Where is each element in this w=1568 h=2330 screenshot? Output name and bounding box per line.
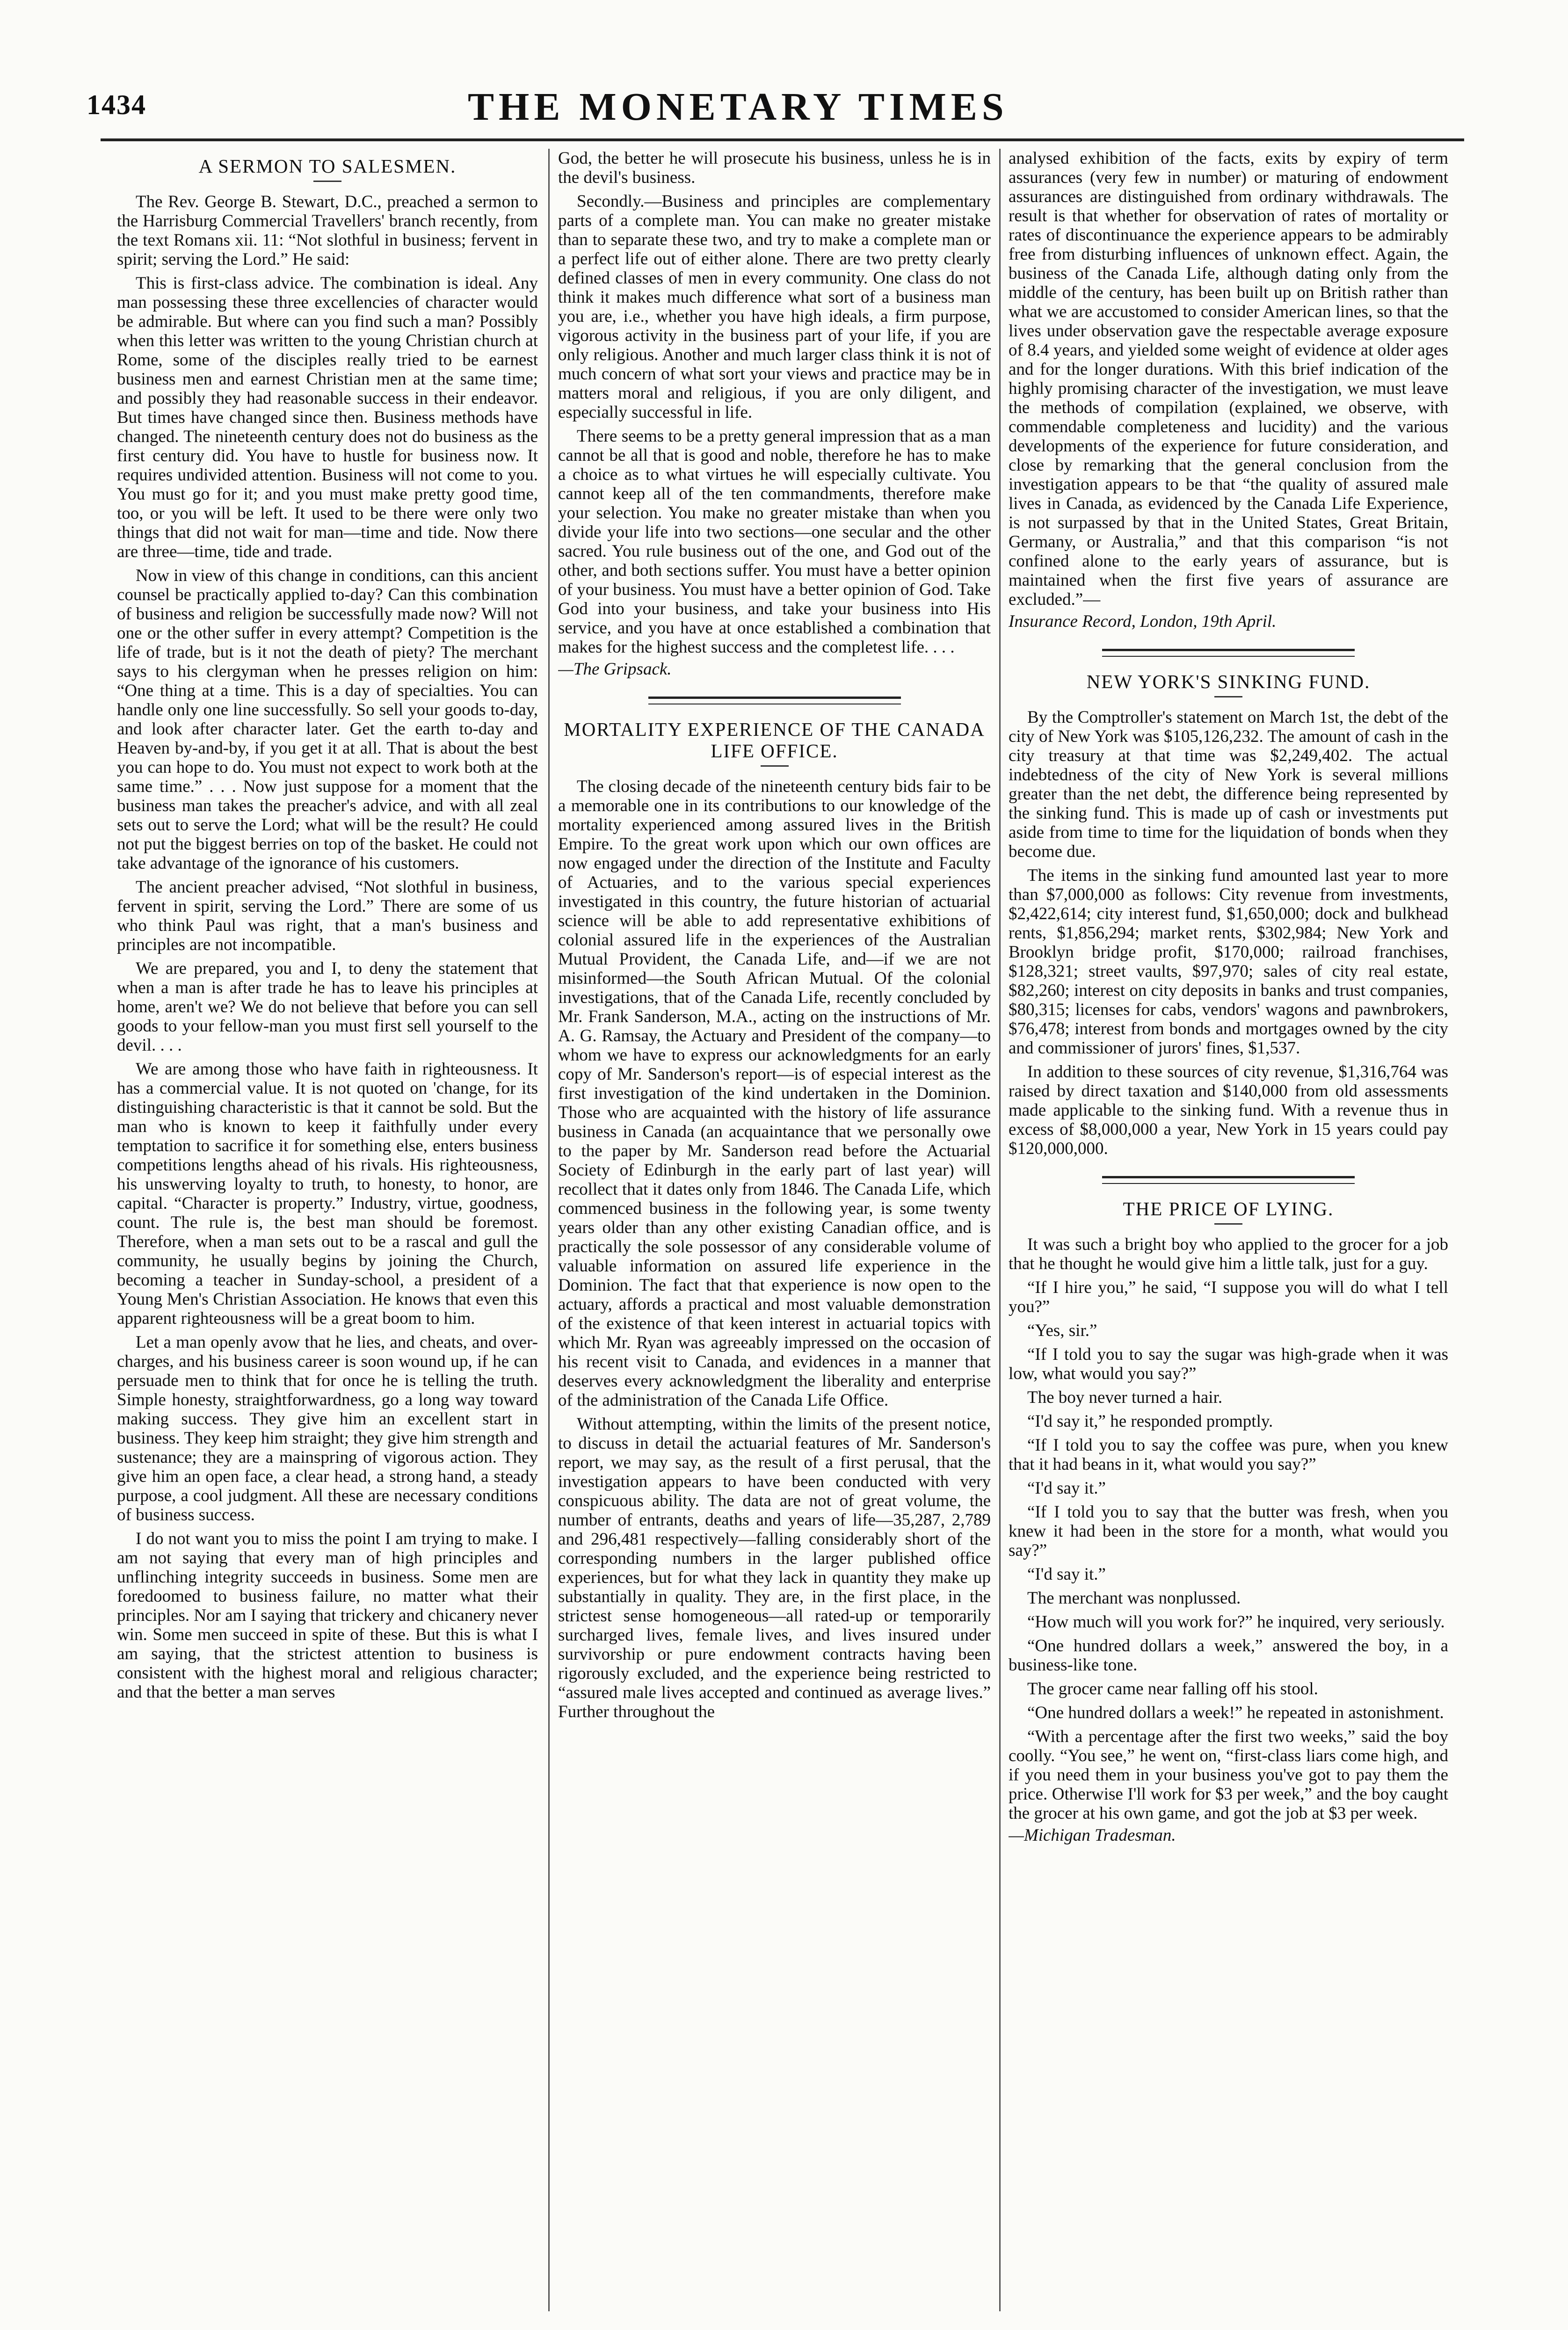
paragraph: “If I hire you,” he said, “I suppose you will do what I tell you?” xyxy=(1009,1278,1448,1316)
masthead-rule xyxy=(101,138,1464,141)
title-rule xyxy=(761,765,789,767)
paragraph: “I'd say it.” xyxy=(1027,1479,1106,1498)
paragraph: The merchant was nonplussed. xyxy=(1027,1589,1241,1608)
paragraph: “One hundred dollars a week!” he repeated in astonishment. xyxy=(1027,1703,1444,1722)
article-title-mortality: MORTALITY EXPERIENCE OF THE CANADA LIFE OFFICE. xyxy=(564,719,985,762)
paragraph: In addition to these sources of city revenue, $1,316,764 was raised by direct taxation and $140,000 from old assessments made applicable to the sinking fund. With a revenue thus in excess of $8,000,000 a year, New York in 15 years could pay $120,000,000. xyxy=(1009,1062,1448,1158)
paragraph: God, the better he will prosecute his business, unless he is in the devil's business. xyxy=(558,149,991,187)
article-title-price-of-lying: THE PRICE OF LYING. xyxy=(1123,1198,1334,1219)
masthead xyxy=(0,0,1568,136)
paragraph: Secondly.—Business and principles are complementary parts of a complete man. You can make no greater mistake than to separate these two, and try to make a complete man or a perfect life out of either alone. There are two pretty clearly defined classes of men in every community. One class do not think it makes much difference what sort of a business man you are, i.e., whether you have high ideals, a firm purpose, vigorous activity in the business part of your life, if you are only religious. Another and much larger class think it is not of much concern of what sort your views and practice may be in matters moral and religious, if you are only diligent, and especially successful in life. xyxy=(558,192,991,422)
column-1 xyxy=(117,149,538,2321)
article-source-sermon: —The Gripsack. xyxy=(558,660,672,679)
column-2 xyxy=(558,149,991,2321)
paragraph: “With a percentage after the first two weeks,” said the boy coolly. “You see,” he went on, “first-class liars come high, and if you need them in your business you've got to pay them the price. Otherwise I'll work for $3 per week,” and the boy caught the grocer at his own game, and got the job at $3 per week. xyxy=(1009,1727,1448,1823)
paragraph: Let a man openly avow that he lies, and cheats, and over-charges, and his business career is soon wound up, if he can persuade men to think that for once he is telling the truth. Simple honesty, straightforwardness, go a long way toward making success. They give him an excellent start in business. They keep him straight; they give him strength and sustenance; they are a mainspring of vigorous action. They give him an open face, a clear head, a strong hand, a steady purpose, a cool judgment. All these are necessary conditions of business success. xyxy=(117,1333,538,1524)
paragraph: The ancient preacher advised, “Not slothful in business, fervent in spirit, serving the Lord.” There are some of us who think Paul was right, that a man's business and principles are not incompatible. xyxy=(117,878,538,954)
paragraph: It was such a bright boy who applied to the grocer for a job that he thought he would give him a little talk, just for a guy. xyxy=(1009,1235,1448,1273)
column-divider xyxy=(548,149,550,2311)
title-rule xyxy=(1214,1223,1242,1225)
paragraph: “One hundred dollars a week,” answered the boy, in a business-like tone. xyxy=(1009,1636,1448,1675)
paragraph: “Yes, sir.” xyxy=(1027,1321,1097,1340)
paragraph: We are among those who have faith in righteousness. It has a commercial value. It is not quoted on 'change, for its distinguishing characteristic is that it cannot be sold. But the man who is known to keep it faithfully under every temptation to sacrifice it for something else, enters business competitions lengths ahead of his rivals. His righteousness, his unswerving loyalty to truth, to honesty, to honor, are capital. “Character is property.” Industry, virtue, goodness, count. The rule is, the best man should be foremost. Therefore, when a man sets out to be a rascal and gull the community, he usually begins by joining the Church, becoming a teacher in Sunday-school, a president of a Young Men's Christian Association. He knows that even this apparent righteousness will be a great boom to him. xyxy=(117,1060,538,1328)
page-number: 1434 xyxy=(87,89,146,120)
paragraph: I do not want you to miss the point I am trying to make. I am not saying that every man of high principles and unflinching integrity succeeds in business. Some men are foredoomed to business failure, no matter what their principles. Nor am I saying that trickery and chicanery never win. Some men succeed in spite of these. But this is what I am saying, that the strictest attention to business is consistent with the highest moral and religious character; and that the better a man serves xyxy=(117,1529,538,1702)
paragraph: Without attempting, within the limits of the present notice, to discuss in detail the actuarial features of Mr. Sanderson's report, we may say, as the result of a first perusal, that the investigation appears to have been conducted with very conspicuous ability. The data are not of great volume, the number of entrants, deaths and years of life—35,287, 2,789 and 296,481 respectively—falling considerably short of the corresponding numbers in the larger published office experiences, but for what they lack in quantity they make up substantially in quality. They are, in the first place, in the strictest sense homogeneous—all rated-up or temporarily surcharged lives, female lives, and lives insured under survivorship or pure endowment contracts having been rigorously excluded, and the experience being restricted to “assured male lives accepted and continued as average lives.” Further throughout the xyxy=(558,1415,991,1721)
article-separator xyxy=(648,697,901,704)
paragraph: “I'd say it.” xyxy=(1027,1565,1106,1584)
title-rule xyxy=(1214,696,1242,697)
paragraph: There seems to be a pretty general impression that as a man cannot be all that is good and noble, therefore he has to make a choice as to what virtues he will especially cultivate. You cannot keep all of the ten commandments, therefore make your selection. You make no greater mistake than when you divide your life into two sections—one secular and the other sacred. You rule business out of the one, and God out of the other, and both sections suffer. You must have a better opinion of your business. You must have a better opinion of God. Take God into your business, and take your business into His service, and you have at once established a combination that makes for the highest success and the completest life. . . . xyxy=(558,427,991,657)
paragraph: The closing decade of the nineteenth century bids fair to be a memorable one in its contributions to our knowledge of the mortality experienced among assured lives in the British Empire. To the great work upon which our own offices are now engaged under the direction of the Institute and Faculty of Actuaries, and to the various special experiences investigated in this country, the future historian of actuarial science will be able to add representative exhibitions of colonial assured life in the experiences of the Australian Mutual Provident, the Canada Life, and—if we are not misinformed—the South African Mutual. Of the colonial investigations, that of the Canada Life, recently concluded by Mr. Frank Sanderson, M.A., acting on the instructions of Mr. A. G. Ramsay, the Actuary and President of the company—to whom we have to express our acknowledgments for an early copy of Mr. Sanderson's report—is of especial interest as the first investigation of the kind undertaken in the Dominion. Those who are acquainted with the history of life assurance business in Canada (an acquaintance that we personally owe to the paper by Mr. Sanderson read before the Actuarial Society of Edinburgh in the early part of last year) will recollect that it dates only from 1846. The Canada Life, which commenced business in the following year, is some twenty years older than any other existing Canadian office, and is practically the sole possessor of any considerable volume of valuable information on assured life experience in the Dominion. The fact that that experience is now open to the actuary, affords a practical and most valuable demonstration of the existence of that keen interest in actuarial topics with which Mr. Ryan was agreeably impressed on the occasion of his recent visit to Canada, and evidences in a manner that deserves every acknowledgment the liberality and enterprise of the administration of the Canada Life Office. xyxy=(558,777,991,1410)
paragraph: By the Comptroller's statement on March 1st, the debt of the city of New York was $105,126,232. The amount of cash in the city treasury at that time was $2,249,402. The actual indebtedness of the city of New York is several millions greater than the net debt, the difference being represented by the sinking fund. This is made up of cash or investments put aside from time to time for the liquidation of bonds when they become due. xyxy=(1009,708,1448,861)
article-source-lying: —Michigan Tradesman. xyxy=(1009,1826,1176,1845)
article-separator xyxy=(1102,1176,1355,1184)
paragraph: The items in the sinking fund amounted last year to more than $7,000,000 as follows: City revenue from investments, $2,422,614; city interest fund, $1,650,000; dock and bulkhead rents, $1,856,294; market rents, $302,984; New York and Brooklyn bridge profit, $170,000; railroad franchises, $128,321; street vaults, $97,970; sales of city real estate, $82,260; interest on city deposits in banks and trust companies, $80,315; licenses for cabs, vendors' wagons and pawnbrokers, $76,478; interest from bonds and mortgages owned by the city and commissioner of jurors' fines, $1,537. xyxy=(1009,866,1448,1058)
article-title-sermon: A SERMON TO SALESMEN. xyxy=(198,155,457,177)
paragraph: We are prepared, you and I, to deny the statement that when a man is after trade he has to leave his principles at home, aren't we? We do not believe that before you can sell goods to your fellow-man you must first sell yourself to the devil. . . . xyxy=(117,959,538,1055)
paragraph: “How much will you work for?” he inquired, very seriously. xyxy=(1027,1612,1445,1632)
paragraph: Now in view of this change in conditions, can this ancient counsel be practically applied to-day? Can this combination of business and religion be successfully made now? Will not one or the other suffer in every attempt? Competition is the life of trade, but is it not the death of piety? The merchant says to his clergyman when he presses religion on him: “One thing at a time. This is a day of specialties. You can handle only one line successfully. So sell your goods to-day, and look after character later. Get the earth to-day and Heaven by-and-by, if you get it at all. That is about the best you can hope to do. You must not expect to work both at the same time.” . . . Now just suppose for a moment that the business man takes the preacher's advice, and with all zeal sets out to serve the Lord; what will be the result? He could not put the biggest berries on top of the basket. He could not take advantage of the ignorance of his customers. xyxy=(117,566,538,873)
paragraph: “I'd say it,” he responded promptly. xyxy=(1027,1412,1273,1431)
article-separator xyxy=(1102,649,1355,657)
article-source-mortality: Insurance Record, London, 19th April. xyxy=(1009,612,1277,631)
paragraph: “If I told you to say that the butter was fresh, when you knew it had been in the store for a month, what would you say?” xyxy=(1009,1503,1448,1560)
paragraph: The Rev. George B. Stewart, D.C., preached a sermon to the Harrisburg Commercial Travellers' branch recently, from the text Romans xii. 11: “Not slothful in business; fervent in spirit; serving the Lord.” He said: xyxy=(117,192,538,269)
column-divider xyxy=(999,149,1001,2311)
paragraph: analysed exhibition of the facts, exits by expiry of term assurances (very few in number) or maturing of endowment assurances are distinguished from ordinary withdrawals. The result is that whether for observation of rates of mortality or rates of discontinuance the experience appears to be admirably free from disturbing influences of unknown effect. Again, the business of the Canada Life, although dating only from the middle of the century, has been built up on British rather than what we are accustomed to consider American lines, so that the lives under observation gave the respectable average exposure of 8.4 years, and yielded some weight of evidence at older ages and for the longer durations. With this brief indication of the highly promising character of the investigation, we must leave the methods of compilation (explained, we observe, with commendable completeness and lucidity) and the various developments of the experience for future consideration, and close by remarking that the general conclusion from the investigation appears to be that “the quality of assured male lives in Canada, as evidenced by the Canada Life Experience, is not surpassed by that in the United States, Great Britain, Germany, or Australia,” and that this comparison “is not confined alone to the early years of assurance, but is maintained when the first five years of assurance are excluded.”— xyxy=(1009,149,1448,609)
column-3 xyxy=(1009,149,1448,2321)
paragraph: This is first-class advice. The combination is ideal. Any man possessing these three excellencies of character would be admirable. But where can you find such a man? Possibly when this letter was written to the young Christian church at Rome, some of the disciples really tried to be earnest business men and earnest Christian men at the same time; and possibly they had reasonable success in their endeavor. But times have changed since then. Business methods have changed. The nineteenth century does not do business as the first century did. You have to hustle for business now. It requires undivided attention. Business will not come to you. You must go for it; and you must make pretty good time, too, or you will be left. It used to be there were only two things that did not wait for man—time and tide. Now there are three—time, tide and trade. xyxy=(117,274,538,561)
paragraph: “If I told you to say the sugar was high-grade when it was low, what would you say?” xyxy=(1009,1345,1448,1383)
title-rule xyxy=(313,181,341,182)
paragraph: The grocer came near falling off his stool. xyxy=(1027,1679,1318,1699)
paragraph: The boy never turned a hair. xyxy=(1027,1388,1223,1407)
article-title-sinking-fund: NEW YORK'S SINKING FUND. xyxy=(1086,671,1371,692)
newspaper-title: THE MONETARY TIMES xyxy=(468,85,1009,129)
paragraph: “If I told you to say the coffee was pure, when you knew that it had beans in it, what would you say?” xyxy=(1009,1436,1448,1474)
